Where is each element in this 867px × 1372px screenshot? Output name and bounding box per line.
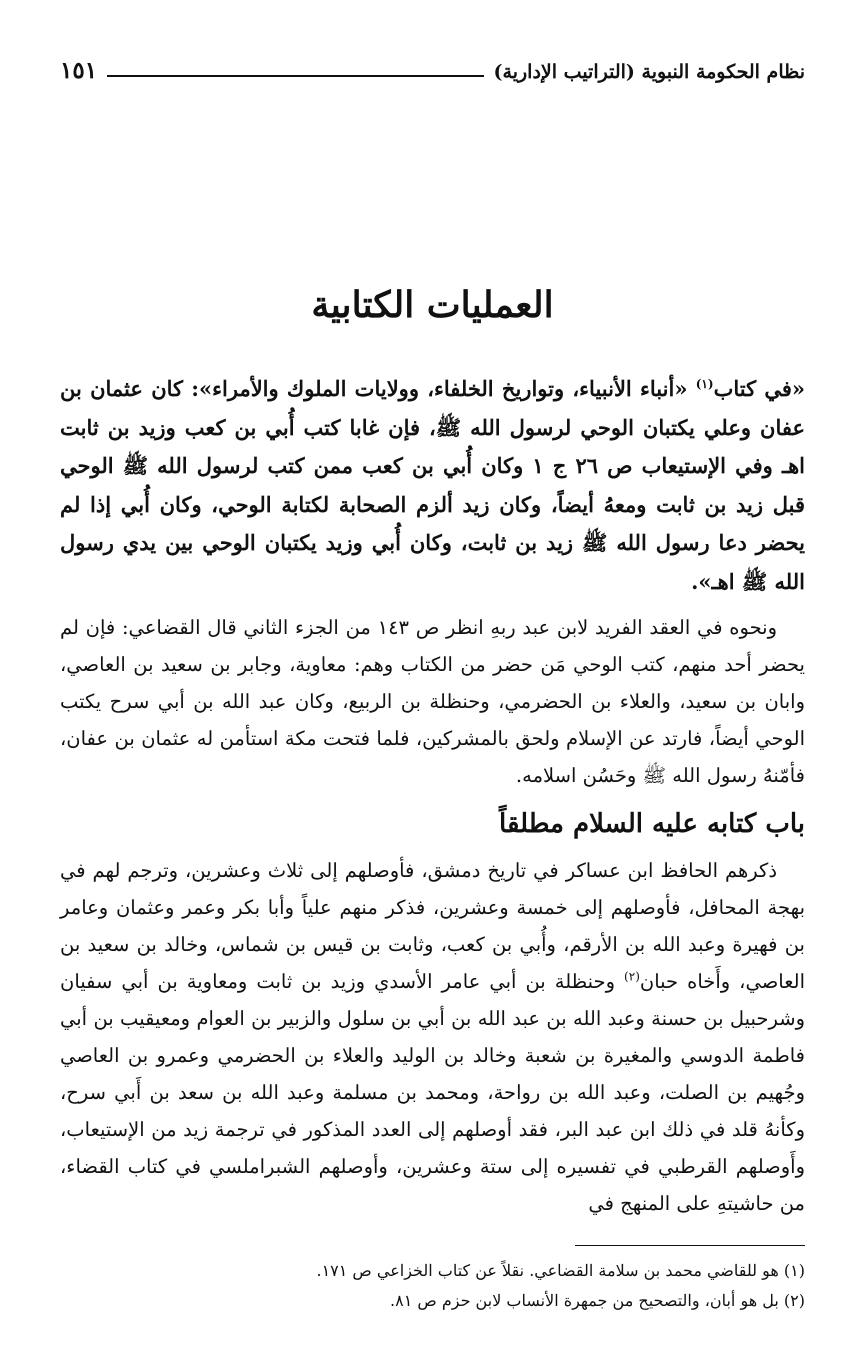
body-text <box>60 370 805 1222</box>
intro-text-start: «في كتاب <box>713 376 806 401</box>
book-page <box>60 0 805 1372</box>
scribes-text-start: ذكرهم الحافظ ابن عساكر في تاريخ دمشق، فأوصلهم إلى ثلاث وعشرين، وترجم لهم في بهجة المحافل، فأوصلهم إلى خمسة وعشرين، فذكر منهم علياً وأبا بكر وعمر وعثمان وعامر بن فهيرة وعبد الله بن الأرقم، وأُبي بن كعب، وثابت بن قيس بن شماس، وخالد بن سعيد بن العاصي، وأَخاه حبان <box>60 859 805 993</box>
footnote-rule <box>575 1245 805 1246</box>
paragraph-scribes <box>60 852 805 1222</box>
intro-text-rest: «أنباء الأنبياء، وتواريخ الخلفاء، وولايات الملوك والأمراء»: كان عثمان بن عفان وعلي يكتبان الوحي لرسول الله ﷺ، فإن غابا كتب أُبي بن كعب وزيد بن ثابت اهـ وفي الإستيعاب ص ٢٦ ج ١ وكان أُبي بن كعب ممن كتب لرسول الله ﷺ الوحي قبل زيد بن ثابت ومعهُ أيضاً، وكان زيد ألزم الصحابة لكتابة الوحي، وكان أُبي إذا لم يحضر دعا رسول الله ﷺ زيد بن ثابت، وكان أُبي وزيد يكتبان الوحي بين يدي رسول الله ﷺ اهـ». <box>60 376 805 594</box>
page-number: ١٥١ <box>60 57 98 84</box>
section-heading: باب كتابه عليه السلام مطلقاً <box>499 809 805 839</box>
footnote-1: (١) هو للقاضي محمد بن سلامة القضاعي. نقلاً عن كتاب الخزاعي ص ١٧١. <box>316 1261 805 1280</box>
intro-paragraph <box>60 370 805 601</box>
paragraph-aqd-farid: ونحوه في العقد الفريد لابن عبد ربهِ انظر ص ١٤٣ من الجزء الثاني قال القضاعي: فإن لم يحضر أحد منهم، كتب الوحي مَن حضر من الكتاب وهم: معاوية، وجابر بن سعيد بن العاصي، وابان بن سعيد، والعلاء بن الحضرمي، وحنظلة بن الربيع، وكان عبد الله بن أبي سرح يكتب الوحي أيضاً، فارتد عن الإسلام ولحق بالمشركين، فلما فتحت مكة استأمن له عثمان بن عفان، فأمّنهُ رسول الله ﷺ وحَسُن اسلامه. <box>60 616 805 787</box>
footnote-2: (٢) بل هو أبان، والتصحيح من جمهرة الأنساب لابن حزم ص ٨١. <box>390 1291 805 1310</box>
scribes-text-rest: وحنظلة بن أبي عامر الأسدي وزيد بن ثابت ومعاوية بن أبي سفيان وشرحبيل بن حسنة وعبد الله بن عبد الله بن أبي بن سلول والزبير بن العوام ومعيقيب بن أبي فاطمة الدوسي والمغيرة بن شعبة وخالد بن الوليد والعلاء بن الحضرمي وعمرو بن العاصي وجُهيم بن الصلت، وعبد الله بن رواحة، ومحمد بن مسلمة وعبد الله بن سعد بن أَبي سرح، وكأنهُ قلد في ذلك ابن عبد البر، فقد أوصلهم إلى العدد المذكور في ترجمة زيد من الإستيعاب، وأَوصلهم القرطبي في تفسيره إلى ستة وعشرين، وأوصلهم الشبراملسي في كتاب القضاء، من حاشيتهِ على المنهج في <box>60 970 805 1215</box>
running-header <box>60 50 805 82</box>
chapter-title: العمليات الكتابية <box>311 284 554 326</box>
header-rule <box>107 75 483 77</box>
footnote-ref-1[interactable]: (١) <box>695 377 714 391</box>
footnote-ref-2[interactable]: (٢) <box>624 969 640 984</box>
running-header-title: نظام الحكومة النبوية (التراتيب الإدارية) <box>493 61 805 83</box>
footnotes <box>60 1245 805 1316</box>
